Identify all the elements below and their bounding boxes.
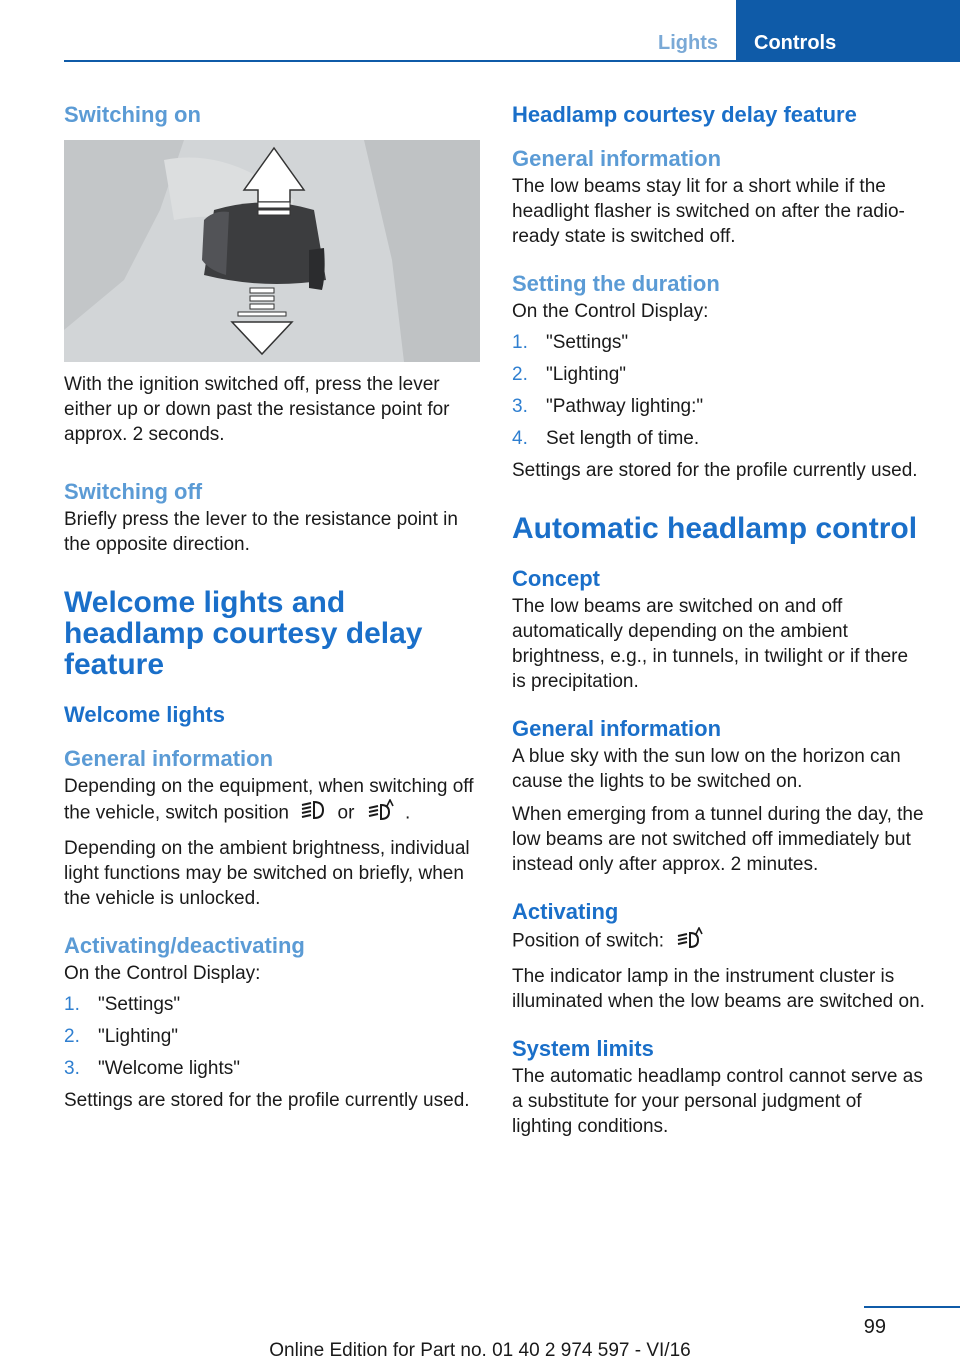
header-rule <box>64 60 736 62</box>
activating-text: The indicator lamp in the instrument cluster is illuminated when the low beams are switched on. <box>512 966 925 1012</box>
limits-heading: System limits <box>512 1036 654 1061</box>
limits-text: The automatic headlamp control cannot serve as a substitute for your personal judgment of lighting conditions. <box>512 1066 923 1137</box>
step-text: Set length of time. <box>546 428 700 449</box>
step-number: 3. <box>64 1058 80 1079</box>
duration-heading: Setting the duration <box>512 271 720 296</box>
auto-headlamp-icon <box>366 799 394 828</box>
activating-position-text: Position of switch: <box>512 930 665 952</box>
duration-intro: On the Control Display: <box>512 301 709 322</box>
general-info-heading: General information <box>64 746 274 771</box>
footer-rule <box>864 1306 960 1308</box>
switching-off-text: Briefly press the lever to the resistance point in the opposite direction. <box>64 509 458 555</box>
list-item <box>64 1056 480 1081</box>
welcome-steps-list <box>64 992 480 1081</box>
list-item <box>512 426 926 451</box>
list-item <box>64 992 480 1017</box>
switching-on-heading: Switching on <box>64 102 201 127</box>
courtesy-heading: Headlamp courtesy delay feature <box>512 102 857 127</box>
step-number: 1. <box>512 332 528 353</box>
section-tab[interactable]: Lights <box>658 32 718 54</box>
general-info-text: The low beams stay lit for a short while if the headlight flasher is switched on after the radio-ready state is switched off. <box>512 176 905 247</box>
auto-headlamp-heading: Automatic headlamp control <box>512 512 918 545</box>
concept-text: The low beams are switched on and off automatically depending on the ambient brightness, e.g., in tunnels, in twilight or if there is precipitation. <box>512 596 909 692</box>
step-number: 1. <box>64 994 80 1015</box>
welcome-main-heading: Welcome lights and headlamp courtesy delay feature <box>64 586 423 681</box>
duration-steps-list <box>512 330 926 451</box>
concept-heading: Concept <box>512 566 600 591</box>
step-text: "Lighting" <box>546 364 627 385</box>
switching-off-heading: Switching off <box>64 479 203 504</box>
step-number: 4. <box>512 428 528 449</box>
general-info-text-a: Depending on the equipment, when switching off the vehicle, switch position <box>64 776 474 824</box>
page-header <box>640 0 960 62</box>
list-item <box>64 1024 480 1049</box>
step-text: "Pathway lighting:" <box>546 396 704 417</box>
stored-text: Settings are stored for the profile currently used. <box>512 460 918 481</box>
general-info2-heading: General information <box>512 716 722 741</box>
step-text: "Settings" <box>98 994 181 1015</box>
list-item <box>512 330 926 355</box>
edition-footer: Online Edition for Part no. 01 40 2 974 597 - VI/16 <box>269 1340 691 1361</box>
list-item <box>512 394 926 419</box>
headlight-lever-illustration <box>64 140 480 362</box>
activating-position <box>512 927 926 956</box>
general-info2-text2: When emerging from a tunnel during the day, the low beams are not switched off immediately but instead only after approx. 2 minutes. <box>512 804 924 875</box>
welcome-lights-heading: Welcome lights <box>64 702 225 727</box>
activating-intro: On the Control Display: <box>64 963 261 984</box>
lever-icon <box>64 140 480 362</box>
step-number: 2. <box>512 364 528 385</box>
step-number: 3. <box>512 396 528 417</box>
general-info-end: . <box>404 802 411 824</box>
auto-headlamp-icon <box>675 927 703 956</box>
stored-text: Settings are stored for the profile currently used. <box>64 1090 470 1111</box>
general-info2-text1: A blue sky with the sun low on the horizon can cause the lights to be switched on. <box>512 746 901 792</box>
left-column <box>64 100 480 1113</box>
switching-on-text: With the ignition switched off, press the lever either up or down past the resistance point for approx. 2 seconds. <box>64 374 450 445</box>
general-info-text <box>64 774 480 828</box>
step-number: 2. <box>64 1026 80 1047</box>
right-column <box>512 100 926 1139</box>
general-info-text2: Depending on the ambient brightness, individual light functions may be switched on briefly, when the vehicle is unlocked. <box>64 838 470 909</box>
activating-heading: Activating <box>512 899 619 924</box>
step-text: "Settings" <box>546 332 629 353</box>
step-text: "Lighting" <box>98 1026 179 1047</box>
activating-heading: Activating/deactivating <box>64 933 305 958</box>
low-beam-icon <box>300 799 326 828</box>
general-info-heading: General information <box>512 146 722 171</box>
chapter-tab[interactable]: Controls <box>736 0 960 62</box>
page-number: 99 <box>863 1316 886 1338</box>
list-item <box>512 362 926 387</box>
step-text: "Welcome lights" <box>98 1058 240 1079</box>
general-info-or: or <box>337 802 355 824</box>
